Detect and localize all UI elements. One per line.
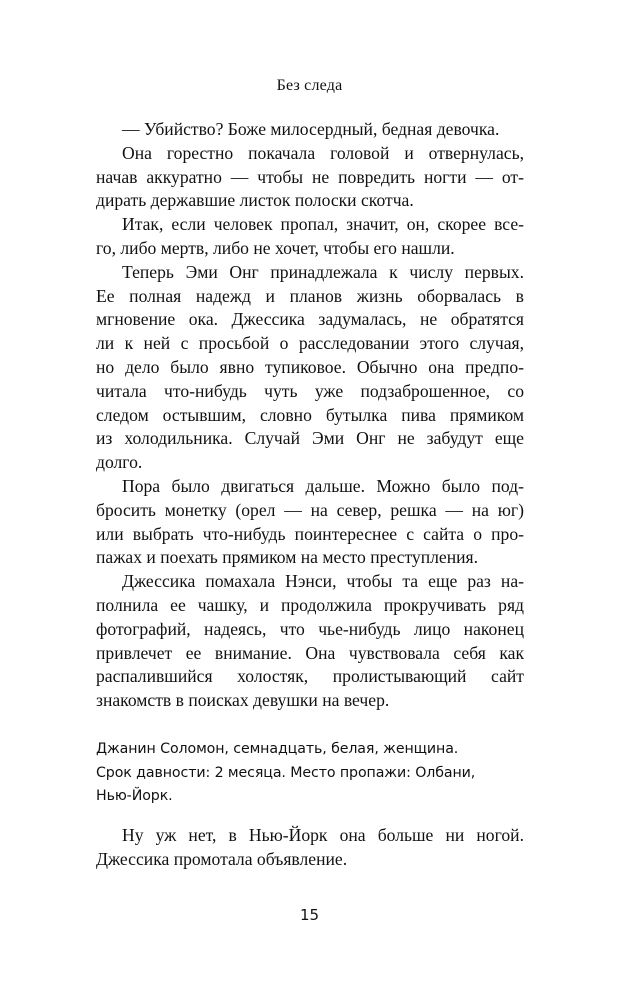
text-line: ли к ней с просьбой о расследовании этого случая, (96, 333, 524, 354)
text-line: долго. (96, 452, 143, 473)
text-line: распалившийся холостяк, пролистывающий сайт (96, 666, 524, 687)
listing-line: Джанин Соломон, семнадцать, белая, женщина. (96, 741, 459, 757)
text-line: Джессика помахала Нэнси, чтобы та еще раз на- (122, 571, 524, 592)
text-line: мгновение ока. Джессика задумалась, не обратятся (96, 309, 524, 330)
missing-person-listing (96, 738, 524, 809)
paragraph-1 (96, 118, 524, 142)
paragraph-4 (96, 261, 524, 475)
text-line: полнила ее чашку, и продолжила прокручивать ряд (96, 594, 524, 615)
text-line: привлечет ее внимание. Она чувствовала себя как (96, 642, 524, 663)
paragraph-6 (96, 570, 524, 713)
text-line: читала что-нибудь чуть уже подзаброшенное, со (96, 380, 524, 401)
text-line: бросить монетку (орел — на север, решка — на юг) (96, 499, 524, 520)
paragraph-2 (96, 142, 524, 213)
body-text (96, 118, 524, 713)
running-head: Без следа (276, 77, 343, 94)
text-line: Пора было двигаться дальше. Можно было под- (122, 475, 524, 496)
text-line: Итак, если человек пропал, значит, он, скорее все- (122, 214, 524, 235)
text-line: из холодильника. Случай Эми Онг не забудут еще (96, 428, 524, 449)
text-line: дирать державшие листок полоски скотча. (96, 190, 414, 211)
paragraph-5 (96, 475, 524, 570)
text-line: го, либо мертв, либо не хочет, чтобы его нашли. (96, 237, 455, 258)
listing-line: Срок давности: 2 месяца. Место пропажи: Олбани, (96, 764, 476, 781)
text-line: но дело было явно тупиковое. Обычно она предпо- (96, 356, 524, 377)
text-line: Джессика промотала объявление. (96, 848, 348, 869)
text-line: Она горестно покачала головой и отвернулась, (122, 142, 524, 163)
listing-line: Нью-Йорк. (96, 788, 173, 804)
text-line: Ее полная надежд и планов жизнь оборвалась в (96, 285, 524, 306)
text-line: или выбрать что-нибудь поинтереснее с сайта о про- (96, 523, 524, 544)
text-line: — Убийство? Боже милосердный, бедная девочка. (122, 119, 500, 139)
paragraph-3 (96, 213, 524, 261)
text-line: знакомств в поисках девушки на вечер. (96, 690, 390, 711)
text-line: пажах и поехать прямиком на место преступления. (96, 547, 479, 568)
text-line: Ну уж нет, в Нью-Йорк она больше ни ногой. (122, 825, 524, 845)
text-line: следом остывшим, словно бутылка пива прямиком (96, 404, 524, 425)
page-number: 15 (299, 906, 320, 924)
text-line: Теперь Эми Онг принадлежала к числу первых. (122, 261, 524, 282)
text-line: фотографий, надеясь, что чье-нибудь лицо наконец (96, 618, 524, 639)
final-paragraph (96, 824, 524, 872)
text-line: начав аккуратно — чтобы не повредить ногти — от- (96, 166, 524, 187)
